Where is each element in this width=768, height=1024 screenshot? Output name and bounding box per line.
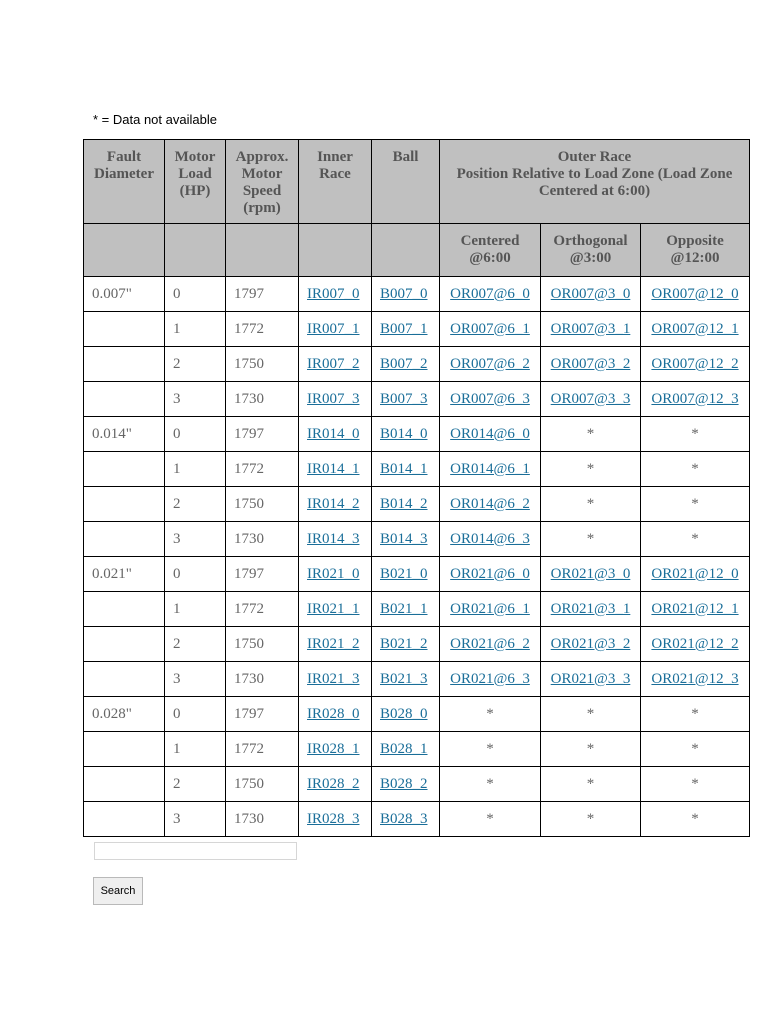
motor-load-cell: 3	[165, 522, 226, 557]
fault-diameter-cell	[84, 312, 165, 347]
data-not-available-note: * = Data not available	[93, 112, 217, 127]
outer-race-opposite-cell	[641, 557, 750, 592]
subheader-empty-cell	[226, 224, 299, 277]
table-header-row	[84, 140, 750, 224]
header-opposite: Opposite @12:00	[641, 224, 750, 277]
fault-diameter-cell	[84, 487, 165, 522]
outer-race-orthogonal-link[interactable]: OR021@3_0	[550, 565, 631, 582]
inner-race-link[interactable]: IR014_1	[307, 460, 360, 477]
not-available-cell: *	[541, 732, 641, 767]
motor-speed-cell: 1797	[226, 417, 299, 452]
outer-race-opposite-cell	[641, 382, 750, 417]
inner-race-link[interactable]: IR028_2	[307, 775, 360, 792]
inner-race-link[interactable]: IR028_1	[307, 740, 360, 757]
ball-cell	[372, 697, 440, 732]
table-row	[84, 522, 750, 557]
motor-speed-cell: 1750	[226, 627, 299, 662]
fault-diameter-cell	[84, 627, 165, 662]
fault-diameter-cell	[84, 347, 165, 382]
fault-diameter-cell: 0.014"	[84, 417, 165, 452]
table-row	[84, 347, 750, 382]
outer-race-orthogonal-link[interactable]: OR021@3_1	[550, 600, 631, 617]
inner-race-cell	[299, 522, 372, 557]
outer-race-centered-cell	[440, 312, 541, 347]
outer-race-centered-cell	[440, 627, 541, 662]
motor-load-cell: 3	[165, 382, 226, 417]
outer-race-orthogonal-cell	[541, 662, 641, 697]
outer-race-centered-cell	[440, 452, 541, 487]
outer-race-centered-cell	[440, 522, 541, 557]
subheader-empty-cell	[165, 224, 226, 277]
fault-data-table	[83, 139, 750, 837]
header-motor-load: Motor Load (HP)	[165, 140, 226, 224]
motor-speed-cell: 1750	[226, 347, 299, 382]
motor-load-cell: 1	[165, 312, 226, 347]
ball-link[interactable]: B007_0	[380, 285, 428, 302]
fault-diameter-cell: 0.028"	[84, 697, 165, 732]
fault-diameter-cell	[84, 662, 165, 697]
not-available-cell: *	[641, 802, 750, 837]
outer-race-centered-link[interactable]: OR007@6_2	[450, 355, 530, 372]
outer-race-opposite-cell	[641, 277, 750, 312]
outer-race-centered-link[interactable]: OR021@6_2	[450, 635, 530, 652]
inner-race-cell	[299, 487, 372, 522]
motor-speed-cell: 1797	[226, 557, 299, 592]
inner-race-cell	[299, 592, 372, 627]
inner-race-cell	[299, 312, 372, 347]
fault-diameter-cell	[84, 802, 165, 837]
ball-link[interactable]: B021_1	[380, 600, 428, 617]
fault-diameter-cell	[84, 522, 165, 557]
inner-race-link[interactable]: IR014_0	[307, 425, 360, 442]
not-available-cell: *	[541, 697, 641, 732]
motor-load-cell: 1	[165, 732, 226, 767]
ball-link[interactable]: B028_0	[380, 705, 428, 722]
outer-race-centered-link[interactable]: OR007@6_0	[450, 285, 530, 302]
table-row	[84, 557, 750, 592]
outer-race-opposite-link[interactable]: OR007@12_0	[651, 285, 739, 302]
outer-race-centered-link[interactable]: OR014@6_0	[450, 425, 530, 442]
outer-race-centered-link[interactable]: OR021@6_1	[450, 600, 530, 617]
ball-link[interactable]: B021_0	[380, 565, 428, 582]
outer-race-centered-cell	[440, 417, 541, 452]
outer-race-orthogonal-link[interactable]: OR007@3_0	[550, 285, 631, 302]
fault-diameter-cell	[84, 452, 165, 487]
inner-race-link[interactable]: IR021_3	[307, 670, 360, 687]
fault-diameter-cell: 0.021"	[84, 557, 165, 592]
inner-race-link[interactable]: IR028_3	[307, 810, 360, 827]
not-available-cell: *	[641, 732, 750, 767]
ball-cell	[372, 487, 440, 522]
outer-race-opposite-link[interactable]: OR021@12_0	[651, 565, 739, 582]
inner-race-link[interactable]: IR028_0	[307, 705, 360, 722]
inner-race-cell	[299, 417, 372, 452]
header-centered: Centered @6:00	[440, 224, 541, 277]
not-available-cell: *	[440, 732, 541, 767]
ball-link[interactable]: B021_3	[380, 670, 428, 687]
outer-race-centered-cell	[440, 347, 541, 382]
ball-link[interactable]: B007_1	[380, 320, 428, 337]
motor-speed-cell: 1797	[226, 277, 299, 312]
ball-cell	[372, 382, 440, 417]
ball-link[interactable]: B014_0	[380, 425, 428, 442]
outer-race-centered-link[interactable]: OR014@6_1	[450, 460, 530, 477]
inner-race-link[interactable]: IR007_3	[307, 390, 360, 407]
not-available-cell: *	[440, 802, 541, 837]
outer-race-orthogonal-cell	[541, 382, 641, 417]
not-available-cell: *	[541, 802, 641, 837]
ball-cell	[372, 732, 440, 767]
ball-cell	[372, 312, 440, 347]
ball-link[interactable]: B028_3	[380, 810, 428, 827]
not-available-cell: *	[541, 487, 641, 522]
inner-race-link[interactable]: IR014_2	[307, 495, 360, 512]
ball-link[interactable]: B014_3	[380, 530, 428, 547]
outer-race-opposite-link[interactable]: OR021@12_2	[651, 635, 739, 652]
motor-load-cell: 2	[165, 487, 226, 522]
header-orthogonal: Orthogonal @3:00	[541, 224, 641, 277]
motor-speed-cell: 1730	[226, 522, 299, 557]
outer-race-opposite-link[interactable]: OR021@12_3	[651, 670, 739, 687]
table-row	[84, 802, 750, 837]
not-available-cell: *	[541, 452, 641, 487]
inner-race-cell	[299, 732, 372, 767]
not-available-cell: *	[541, 767, 641, 802]
table-row	[84, 417, 750, 452]
outer-race-centered-cell	[440, 382, 541, 417]
outer-race-centered-cell	[440, 592, 541, 627]
outer-race-orthogonal-link[interactable]: OR007@3_3	[550, 390, 631, 407]
outer-race-opposite-cell	[641, 347, 750, 382]
outer-race-orthogonal-link[interactable]: OR007@3_1	[550, 320, 631, 337]
inner-race-link[interactable]: IR014_3	[307, 530, 360, 547]
ball-cell	[372, 452, 440, 487]
outer-race-orthogonal-cell	[541, 592, 641, 627]
motor-load-cell: 2	[165, 627, 226, 662]
ball-link[interactable]: B007_2	[380, 355, 428, 372]
not-available-cell: *	[541, 417, 641, 452]
motor-load-cell: 1	[165, 452, 226, 487]
subheader-empty-cell	[84, 224, 165, 277]
outer-race-orthogonal-cell	[541, 277, 641, 312]
motor-load-cell: 0	[165, 557, 226, 592]
fault-diameter-cell: 0.007"	[84, 277, 165, 312]
ball-cell	[372, 557, 440, 592]
fault-diameter-cell	[84, 592, 165, 627]
ball-cell	[372, 347, 440, 382]
not-available-cell: *	[440, 767, 541, 802]
motor-speed-cell: 1730	[226, 382, 299, 417]
outer-race-orthogonal-link[interactable]: OR021@3_3	[550, 670, 631, 687]
motor-load-cell: 0	[165, 697, 226, 732]
motor-speed-cell: 1730	[226, 802, 299, 837]
ball-cell	[372, 767, 440, 802]
motor-speed-cell: 1772	[226, 732, 299, 767]
table-row	[84, 277, 750, 312]
outer-race-orthogonal-cell	[541, 312, 641, 347]
inner-race-cell	[299, 627, 372, 662]
inner-race-link[interactable]: IR007_0	[307, 285, 360, 302]
motor-load-cell: 0	[165, 417, 226, 452]
table-body	[84, 277, 750, 837]
inner-race-link[interactable]: IR021_1	[307, 600, 360, 617]
ball-link[interactable]: B014_2	[380, 495, 428, 512]
table-row	[84, 452, 750, 487]
outer-race-opposite-cell	[641, 312, 750, 347]
ball-cell	[372, 592, 440, 627]
not-available-cell: *	[641, 452, 750, 487]
not-available-cell: *	[641, 487, 750, 522]
ball-cell	[372, 417, 440, 452]
inner-race-link[interactable]: IR007_1	[307, 320, 360, 337]
not-available-cell: *	[641, 522, 750, 557]
outer-race-orthogonal-cell	[541, 627, 641, 662]
motor-speed-cell: 1730	[226, 662, 299, 697]
table-row	[84, 662, 750, 697]
ball-cell	[372, 627, 440, 662]
ball-link[interactable]: B028_1	[380, 740, 428, 757]
inner-race-cell	[299, 277, 372, 312]
ball-cell	[372, 522, 440, 557]
motor-load-cell: 2	[165, 347, 226, 382]
inner-race-link[interactable]: IR007_2	[307, 355, 360, 372]
inner-race-cell	[299, 557, 372, 592]
outer-race-centered-cell	[440, 487, 541, 522]
outer-race-centered-link[interactable]: OR007@6_3	[450, 390, 530, 407]
not-available-cell: *	[440, 697, 541, 732]
outer-race-orthogonal-cell	[541, 347, 641, 382]
outer-race-opposite-link[interactable]: OR021@12_1	[651, 600, 739, 617]
outer-race-opposite-link[interactable]: OR007@12_3	[651, 390, 739, 407]
outer-race-centered-link[interactable]: OR014@6_3	[450, 530, 530, 547]
inner-race-cell	[299, 382, 372, 417]
search-button[interactable]: Search	[93, 877, 143, 905]
outer-race-centered-link[interactable]: OR021@6_0	[450, 565, 530, 582]
fault-diameter-cell	[84, 767, 165, 802]
outer-race-centered-cell	[440, 557, 541, 592]
table-row	[84, 697, 750, 732]
ball-cell	[372, 662, 440, 697]
not-available-cell: *	[641, 697, 750, 732]
inner-race-link[interactable]: IR021_0	[307, 565, 360, 582]
table-row	[84, 767, 750, 802]
outer-race-opposite-cell	[641, 627, 750, 662]
header-inner-race: Inner Race	[299, 140, 372, 224]
not-available-cell: *	[541, 522, 641, 557]
subheader-empty-cell	[299, 224, 372, 277]
ball-link[interactable]: B014_1	[380, 460, 428, 477]
header-fault-diameter: Fault Diameter	[84, 140, 165, 224]
outer-race-opposite-cell	[641, 662, 750, 697]
outer-race-centered-link[interactable]: OR007@6_1	[450, 320, 530, 337]
outer-race-opposite-link[interactable]: OR007@12_1	[651, 320, 739, 337]
ball-cell	[372, 277, 440, 312]
table-row	[84, 627, 750, 662]
inner-race-cell	[299, 347, 372, 382]
table-row	[84, 732, 750, 767]
table-row	[84, 382, 750, 417]
motor-load-cell: 0	[165, 277, 226, 312]
search-input[interactable]	[94, 842, 297, 860]
fault-diameter-cell	[84, 732, 165, 767]
motor-load-cell: 3	[165, 802, 226, 837]
header-ball: Ball	[372, 140, 440, 224]
table-subheader-row	[84, 224, 750, 277]
header-outer-race-subtitle: Position Relative to Load Zone (Load Zone Centered at 6:00)	[456, 166, 733, 199]
header-outer-race	[440, 140, 750, 224]
not-available-cell: *	[641, 417, 750, 452]
inner-race-cell	[299, 697, 372, 732]
table-row	[84, 312, 750, 347]
motor-speed-cell: 1750	[226, 487, 299, 522]
header-outer-race-title: Outer Race	[557, 149, 632, 165]
ball-link[interactable]: B021_2	[380, 635, 428, 652]
motor-load-cell: 3	[165, 662, 226, 697]
inner-race-cell	[299, 662, 372, 697]
ball-link[interactable]: B028_2	[380, 775, 428, 792]
ball-cell	[372, 802, 440, 837]
outer-race-centered-link[interactable]: OR021@6_3	[450, 670, 530, 687]
outer-race-centered-cell	[440, 277, 541, 312]
fault-diameter-cell	[84, 382, 165, 417]
table-row	[84, 592, 750, 627]
header-motor-speed: Approx. Motor Speed (rpm)	[226, 140, 299, 224]
ball-link[interactable]: B007_3	[380, 390, 428, 407]
outer-race-centered-link[interactable]: OR014@6_2	[450, 495, 530, 512]
not-available-cell: *	[641, 767, 750, 802]
motor-speed-cell: 1772	[226, 592, 299, 627]
inner-race-cell	[299, 802, 372, 837]
outer-race-orthogonal-link[interactable]: OR021@3_2	[550, 635, 631, 652]
inner-race-cell	[299, 452, 372, 487]
inner-race-cell	[299, 767, 372, 802]
outer-race-opposite-link[interactable]: OR007@12_2	[651, 355, 739, 372]
motor-load-cell: 2	[165, 767, 226, 802]
outer-race-orthogonal-link[interactable]: OR007@3_2	[550, 355, 631, 372]
table-row	[84, 487, 750, 522]
motor-speed-cell: 1797	[226, 697, 299, 732]
subheader-empty-cell	[372, 224, 440, 277]
motor-speed-cell: 1772	[226, 312, 299, 347]
outer-race-orthogonal-cell	[541, 557, 641, 592]
motor-speed-cell: 1750	[226, 767, 299, 802]
motor-speed-cell: 1772	[226, 452, 299, 487]
outer-race-centered-cell	[440, 662, 541, 697]
outer-race-opposite-cell	[641, 592, 750, 627]
inner-race-link[interactable]: IR021_2	[307, 635, 360, 652]
motor-load-cell: 1	[165, 592, 226, 627]
